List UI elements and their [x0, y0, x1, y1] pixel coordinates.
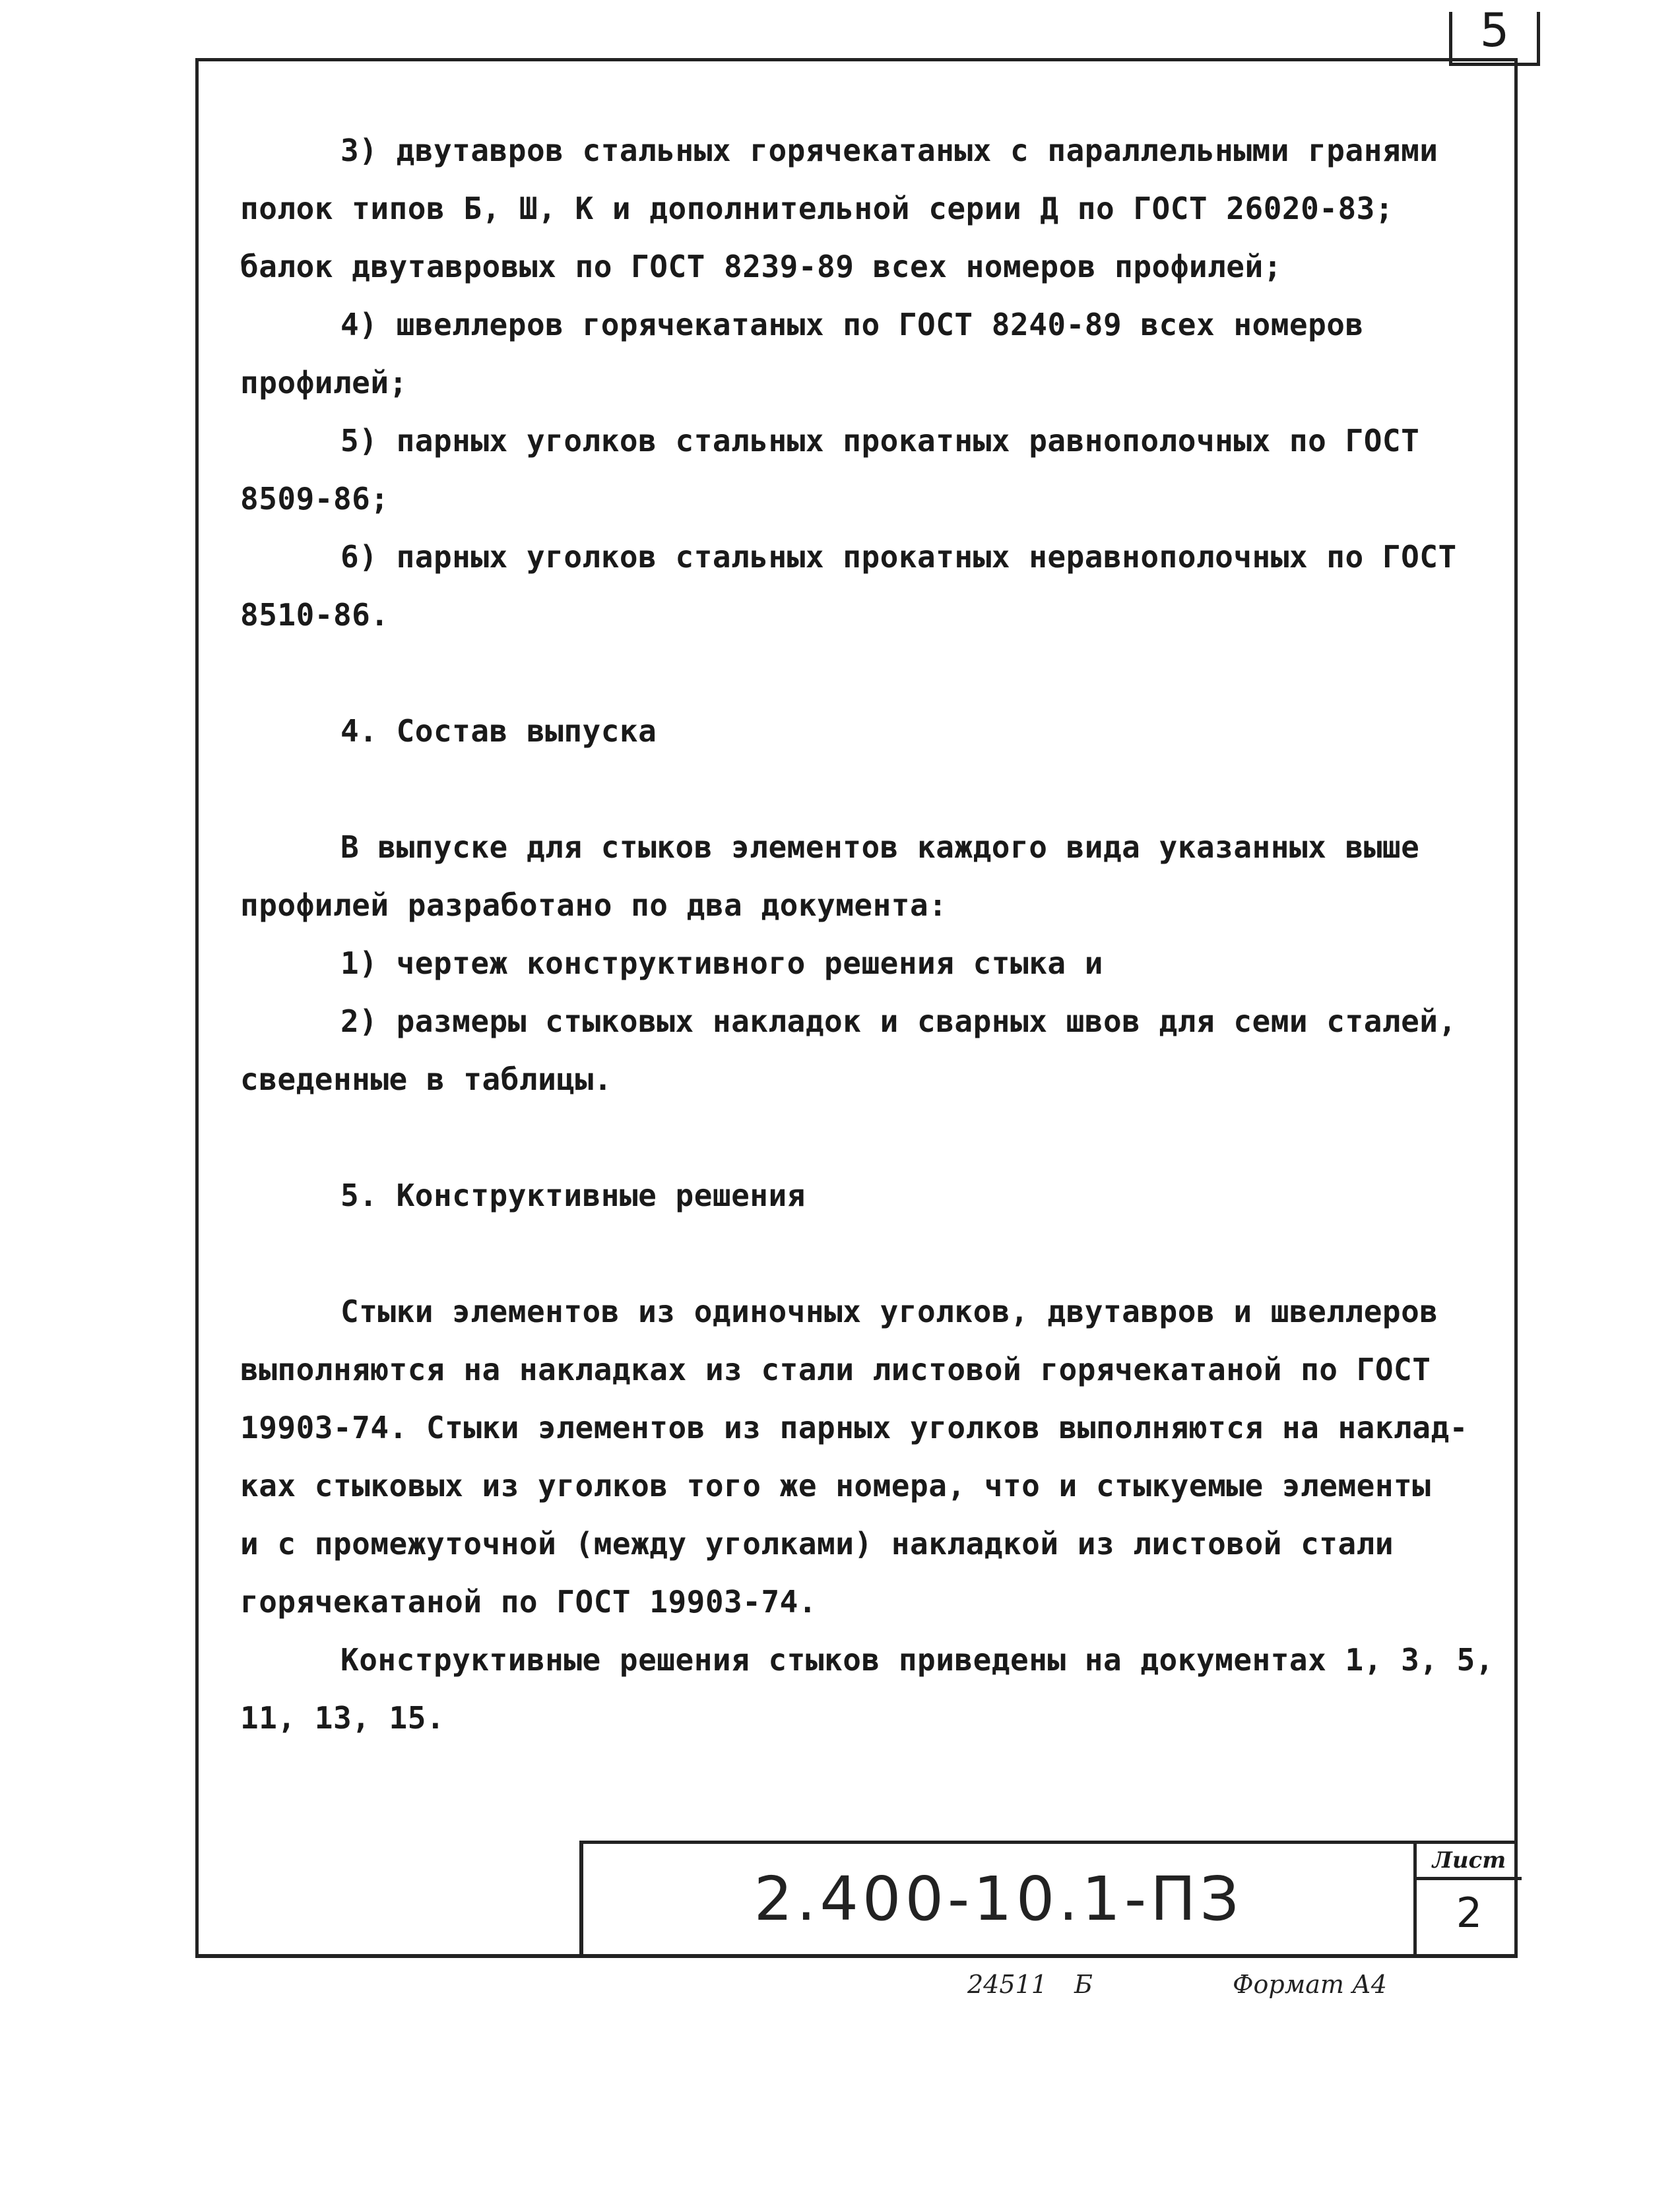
text-line: 2) размеры стыковых накладок и сварных швов для семи сталей, [340, 1003, 1457, 1039]
text-line: 11, 13, 15. [240, 1700, 445, 1736]
text-line: 4. Состав выпуска [340, 713, 657, 749]
document-code: 2.400-10.1-ПЗ [754, 1864, 1243, 1934]
paragraph-gap [240, 644, 1474, 702]
text-line: и с промежуточной (между уголками) накладкой из листовой стали [240, 1526, 1394, 1562]
text-line: В выпуске для стыков элементов каждого вида указанных выше [340, 829, 1420, 865]
sheet-number: 2 [1456, 1889, 1483, 1937]
title-block [579, 1841, 1518, 1958]
text-line: профилей; [240, 365, 408, 400]
text-line: 1) чертеж конструктивного решения стыка и [340, 945, 1103, 981]
inventory-number: 24511 [967, 1970, 1047, 1999]
text-line: профилей разработано по два документа: [240, 887, 948, 923]
text-line: Стыки элементов из одиночных уголков, двутавров и швеллеров [340, 1294, 1438, 1329]
paragraph-gap [240, 1108, 1474, 1166]
paragraph-gap [240, 1224, 1474, 1282]
text-line: балок двутавровых по ГОСТ 8239-89 всех номеров профилей; [240, 249, 1282, 284]
text-line: 8510-86. [240, 597, 389, 633]
text-line: сведенные в таблицы. [240, 1061, 612, 1097]
text-line: Конструктивные решения стыков приведены на документах 1, 3, 5, [340, 1642, 1495, 1678]
text-line: горячекатаной по ГОСТ 19903-74. [240, 1584, 818, 1620]
sheet-label: Лист [1417, 1844, 1522, 1880]
text-line: выполняются на накладках из стали листовой горячекатаной по ГОСТ [240, 1352, 1431, 1387]
top-page-number: 5 [1449, 12, 1540, 66]
text-line: 5. Конструктивные решения [340, 1178, 806, 1213]
text-line: 19903-74. Стыки элементов из парных уголков выполняются на наклад- [240, 1410, 1468, 1445]
paragraph-gap [240, 760, 1474, 818]
text-line: 6) парных уголков стальных прокатных неравнополочных по ГОСТ [340, 539, 1457, 575]
sheet-cell [1413, 1844, 1522, 1958]
text-line: полок типов Б, Ш, К и дополнительной серии Д по ГОСТ 26020-83; [240, 191, 1394, 226]
text-line: ках стыковых из уголков того же номера, что и стыкуемые элементы [240, 1468, 1431, 1503]
document-body [240, 121, 1495, 1747]
format-letter: Б [1074, 1970, 1093, 1999]
text-line: 5) парных уголков стальных прокатных равнополочных по ГОСТ [340, 423, 1420, 458]
format-label: Формат А4 [1233, 1970, 1387, 1999]
text-line: 3) двутавров стальных горячекатаных с параллельными гранями [340, 133, 1438, 168]
text-line: 8509-86; [240, 481, 389, 517]
text-line: 4) швеллеров горячекатаных по ГОСТ 8240-89 всех номеров [340, 307, 1364, 342]
